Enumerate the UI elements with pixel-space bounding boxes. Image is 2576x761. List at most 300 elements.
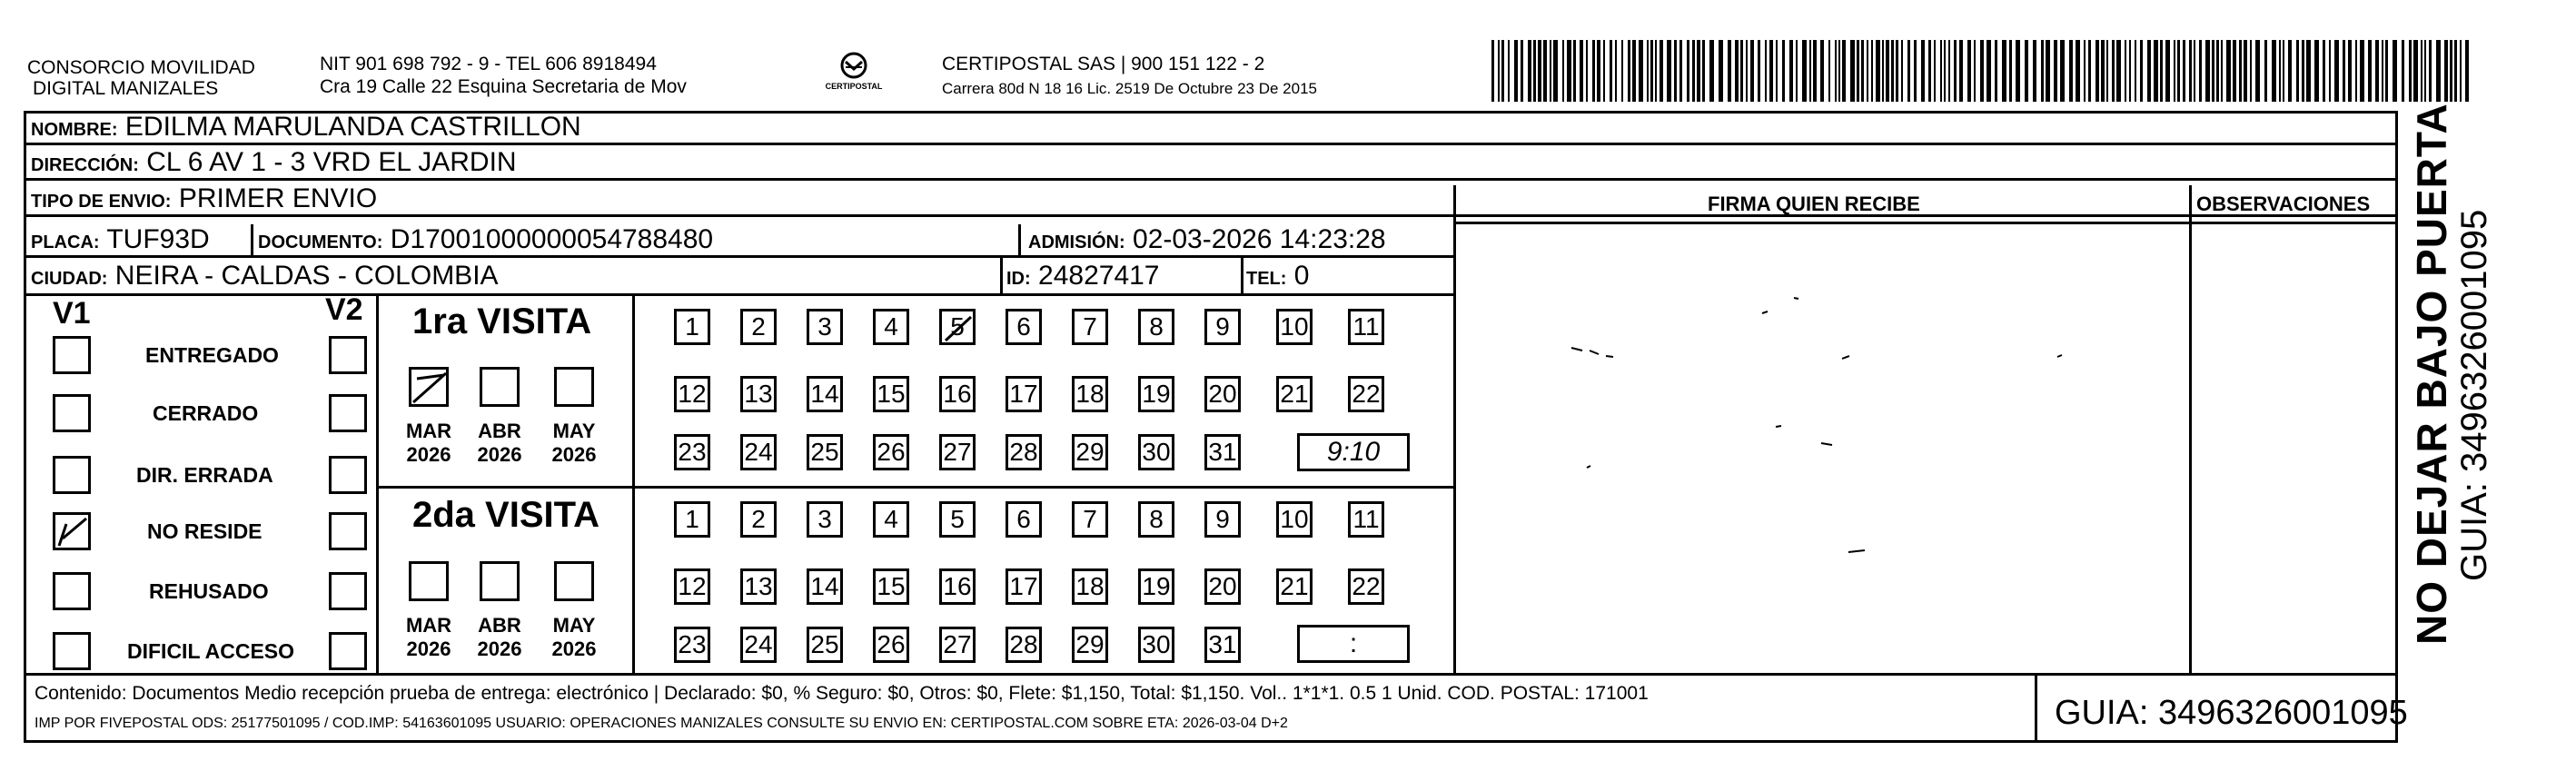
direccion-row <box>31 147 517 181</box>
month-checkbox-mar[interactable] <box>409 561 449 601</box>
barcode-bar <box>1697 40 1700 102</box>
day-box[interactable]: 14 <box>807 568 843 605</box>
day-box[interactable]: 12 <box>674 568 710 605</box>
day-box[interactable]: 1 <box>674 309 710 345</box>
day-box[interactable]: 15 <box>873 376 909 412</box>
tipo-envio-label: TIPO DE ENVIO: <box>31 192 172 212</box>
v2-checkbox[interactable] <box>329 572 367 610</box>
barcode-bar <box>2421 40 2422 102</box>
barcode-bar <box>1735 40 1739 102</box>
day-box[interactable]: 17 <box>1006 376 1042 412</box>
barcode-bar <box>1944 40 1946 102</box>
barcode-bar <box>1746 40 1748 102</box>
barcode-bar <box>2054 40 2057 102</box>
barcode-bar <box>2272 40 2276 102</box>
barcode-bar <box>2216 40 2219 102</box>
company-name-line1: CONSORCIO MOVILIDAD <box>27 57 255 78</box>
barcode-bar <box>2140 40 2143 102</box>
day-box[interactable]: 23 <box>674 434 710 470</box>
day-box[interactable]: 2 <box>740 501 777 538</box>
barcode-bar <box>1655 40 1657 102</box>
tel-label: TEL: <box>1246 269 1287 289</box>
v1-checkbox[interactable] <box>53 394 91 432</box>
day-box[interactable]: 10 <box>1276 501 1313 538</box>
barcode-bar <box>2060 40 2065 102</box>
barcode-bar <box>2009 40 2012 102</box>
tipo-envio-value: PRIMER ENVIO <box>178 183 378 213</box>
barcode-bar <box>2106 40 2108 102</box>
no-dejar-bajo-puerta: NO DEJAR BAJO PUERTA <box>2408 103 2455 645</box>
id-label: ID: <box>1006 269 1031 289</box>
direccion-value: CL 6 AV 1 - 3 VRD EL JARDIN <box>146 147 517 177</box>
barcode-bar <box>2135 40 2136 102</box>
barcode-bar <box>2177 40 2180 102</box>
barcode-bar <box>2125 40 2126 102</box>
barcode-bar <box>2429 40 2432 102</box>
day-box[interactable]: 13 <box>740 376 777 412</box>
month-label: MAY 2026 <box>551 614 597 660</box>
day-box[interactable]: 30 <box>1138 434 1174 470</box>
barcode-bar <box>1650 40 1653 102</box>
barcode-bar <box>2348 40 2352 102</box>
barcode-bar <box>2382 40 2383 102</box>
day-box[interactable]: 26 <box>873 627 909 663</box>
observaciones-header: OBSERVACIONES <box>2196 193 2371 215</box>
barcode-bar <box>2199 40 2202 102</box>
day-box[interactable]: 8 <box>1138 309 1174 345</box>
barcode-bar <box>1980 40 1984 102</box>
day-box[interactable]: 20 <box>1204 376 1241 412</box>
barcode-bar <box>1882 40 1884 102</box>
barcode-bar <box>2239 40 2242 102</box>
barcode-bar <box>2465 40 2469 102</box>
barcode-bar <box>1728 40 1731 102</box>
documento-row <box>258 224 713 258</box>
day-box[interactable]: 6 <box>1006 501 1042 538</box>
day-box[interactable]: 14 <box>807 376 843 412</box>
guia-number: GUIA: 3496326001095 <box>2055 694 2408 732</box>
v2-checkbox[interactable] <box>329 632 367 670</box>
status-label: REHUSADO <box>149 579 269 603</box>
barcode-bar <box>1498 40 1500 102</box>
v1-checkbox[interactable] <box>53 632 91 670</box>
documento-value: D17001000000054788480 <box>390 224 714 254</box>
barcode-bar <box>1586 40 1588 102</box>
barcode-bar <box>2375 40 2379 102</box>
barcode-bar <box>2244 40 2247 102</box>
barcode-bar <box>2314 40 2319 102</box>
day-box[interactable]: 29 <box>1072 434 1108 470</box>
logo-text: CERTIPOSTAL <box>825 82 883 91</box>
first-visit-time[interactable]: 9:10 <box>1297 433 1410 471</box>
day-box[interactable]: 25 <box>807 627 843 663</box>
placa-label: PLACA: <box>31 232 100 252</box>
barcode-bar <box>2233 40 2236 102</box>
day-box[interactable]: 29 <box>1072 627 1108 663</box>
impresion-text: IMP POR FIVEPOSTAL ODS: 25177501095 / COD.IMP: 54163601095 USUARIO: OPERACIONES MANIZALES CONSULTE SU ENVIO EN: CERTIPOSTAL.COM SOBRE ETA: 2026-03-04 D+2 <box>35 716 1288 731</box>
day-box[interactable]: 11 <box>1348 309 1384 345</box>
barcode-bar <box>2183 40 2185 102</box>
barcode-bar <box>2444 40 2448 102</box>
barcode-bar <box>2360 40 2364 102</box>
barcode-bar <box>1828 40 1830 102</box>
barcode-bar <box>1896 40 1898 102</box>
day-box[interactable]: 20 <box>1204 568 1241 605</box>
barcode-bar <box>1959 40 1963 102</box>
barcode-bar <box>1521 40 1523 102</box>
day-box[interactable]: 21 <box>1276 376 1313 412</box>
barcode-bar <box>1632 40 1636 102</box>
courier-license: Carrera 80d N 18 16 Lic. 2519 De Octubre 23 De 2015 <box>942 80 1317 97</box>
direccion-label: DIRECCIÓN: <box>31 155 139 175</box>
v2-header: V2 <box>325 292 363 327</box>
month-label: MAY 2026 <box>551 420 597 466</box>
nombre-value: EDILMA MARULANDA CASTRILLON <box>124 112 581 142</box>
month-checkbox-abr[interactable] <box>480 367 520 407</box>
barcode-bar <box>2450 40 2452 102</box>
barcode-bar <box>1702 40 1705 102</box>
day-box[interactable]: 19 <box>1138 376 1174 412</box>
barcode-bar <box>1940 40 1942 102</box>
barcode-bar <box>2424 40 2426 102</box>
nombre-label: NOMBRE: <box>31 120 118 140</box>
barcode-bar <box>2016 40 2020 102</box>
month-checkbox-may[interactable] <box>554 367 594 407</box>
barcode-bar <box>1835 40 1837 102</box>
v2-checkbox[interactable] <box>329 394 367 432</box>
barcode-bar <box>1580 40 1583 102</box>
certipostal-logo <box>822 47 886 100</box>
barcode-bar <box>1871 40 1873 102</box>
barcode-bar <box>1857 40 1859 102</box>
month-label: MAR 2026 <box>405 420 452 466</box>
day-box[interactable]: 17 <box>1006 568 1042 605</box>
ciudad-value: NEIRA - CALDAS - COLOMBIA <box>114 261 499 291</box>
v2-checkbox[interactable] <box>329 512 367 550</box>
barcode-bar <box>2250 40 2252 102</box>
barcode-bar <box>1838 40 1840 102</box>
barcode-bar <box>1820 40 1824 102</box>
barcode-bar <box>1567 40 1571 102</box>
first-visit-title: 1ra VISITA <box>412 301 592 341</box>
barcode-bar <box>2279 40 2281 102</box>
day-box[interactable]: 12 <box>674 376 710 412</box>
barcode-bar <box>1809 40 1811 102</box>
barcode-bar <box>1674 40 1677 102</box>
day-box[interactable]: 4 <box>873 501 909 538</box>
barcode-bar <box>2147 40 2151 102</box>
barcode-bar <box>2226 40 2231 102</box>
barcode-bar <box>1948 40 1950 102</box>
barcode-bar <box>1615 40 1617 102</box>
barcode-bar <box>2194 40 2195 102</box>
barcode-bar <box>1621 40 1623 102</box>
contenido-text: Contenido: Documentos Medio recepción prueba de entrega: electrónico | Declarado: $0, % Seguro: $0, Otros: $0, Flete: $1,150, Total: $1,150. Vol.. 1*1*1. 0.5 1 Unid. COD. POSTAL: 171001 <box>35 683 1649 704</box>
company-address: Cra 19 Calle 22 Esquina Secretaria de Mov <box>320 76 687 97</box>
barcode-bar <box>1514 40 1518 102</box>
day-box[interactable]: 5 <box>939 501 976 538</box>
observaciones-area[interactable] <box>2198 227 2389 663</box>
barcode-bar <box>1954 40 1957 102</box>
barcode-bar <box>1687 40 1689 102</box>
barcode-bar <box>1914 40 1917 102</box>
barcode-bar <box>1639 40 1643 102</box>
barcode-bar <box>2343 40 2345 102</box>
barcode-bar <box>2069 40 2073 102</box>
admision-label: ADMISIÓN: <box>1028 232 1125 252</box>
ciudad-row <box>31 261 499 294</box>
barcode-bar <box>2402 40 2404 102</box>
barcode-bar <box>1679 40 1682 102</box>
barcode-bar <box>2368 40 2372 102</box>
tipo-envio-row <box>31 183 377 217</box>
barcode-bar <box>1967 40 1971 102</box>
barcode-bar <box>2413 40 2418 102</box>
id-row <box>1006 261 1160 294</box>
barcode-bar <box>1597 40 1600 102</box>
barcode-bar <box>1758 40 1760 102</box>
barcode-bar <box>2160 40 2163 102</box>
day-box[interactable]: 3 <box>807 501 843 538</box>
barcode-bar <box>1769 40 1773 102</box>
day-box[interactable]: 16 <box>939 568 976 605</box>
barcode-bar <box>1667 40 1671 102</box>
barcode-bar <box>1491 40 1494 102</box>
barcode-bar <box>1802 40 1807 102</box>
day-box[interactable]: 31 <box>1204 627 1241 663</box>
day-box[interactable]: 18 <box>1072 376 1108 412</box>
day-box[interactable]: 28 <box>1006 627 1042 663</box>
barcode-bar <box>1562 40 1564 102</box>
side-guia: GUIA: 3496326001095 <box>2454 209 2494 581</box>
barcode-bar <box>2323 40 2325 102</box>
placa-row <box>31 224 210 258</box>
barcode-bar <box>2329 40 2331 102</box>
month-label: MAR 2026 <box>405 614 452 660</box>
day-box[interactable]: 11 <box>1348 501 1384 538</box>
day-box[interactable]: 15 <box>873 568 909 605</box>
id-value: 24827417 <box>1038 261 1160 291</box>
second-visit-time[interactable]: : <box>1297 625 1410 663</box>
barcode-bar <box>2033 40 2036 102</box>
barcode-bar <box>1508 40 1510 102</box>
barcode-bar <box>2112 40 2115 102</box>
month-checkbox-abr[interactable] <box>480 561 520 601</box>
barcode-bar <box>1842 40 1846 102</box>
barcode-bar <box>2306 40 2311 102</box>
day-box[interactable]: 9 <box>1204 309 1241 345</box>
day-box[interactable]: 27 <box>939 434 976 470</box>
barcode-bar <box>2165 40 2170 102</box>
barcode-bar <box>2334 40 2339 102</box>
barcode-bar <box>1765 40 1767 102</box>
firma-header: FIRMA QUIEN RECIBE <box>1708 193 1920 215</box>
nombre-row <box>31 112 581 145</box>
placa-value: TUF93D <box>106 224 210 254</box>
v1-header: V1 <box>53 296 91 331</box>
barcode-bar <box>1750 40 1754 102</box>
barcode-bar <box>1533 40 1536 102</box>
day-box[interactable]: 23 <box>674 627 710 663</box>
barcode-bar <box>1719 40 1723 102</box>
status-label: CERRADO <box>153 401 259 425</box>
day-box[interactable]: 13 <box>740 568 777 605</box>
day-box[interactable]: 18 <box>1072 568 1108 605</box>
barcode-bar <box>2095 40 2099 102</box>
barcode-bar <box>1538 40 1541 102</box>
barcode-bar <box>2302 40 2304 102</box>
v2-checkbox[interactable] <box>329 336 367 374</box>
day-box[interactable]: 7 <box>1072 501 1108 538</box>
barcode-bar <box>1907 40 1910 102</box>
barcode-bar <box>1813 40 1817 102</box>
day-box[interactable]: 27 <box>939 627 976 663</box>
day-box[interactable]: 30 <box>1138 627 1174 663</box>
day-box[interactable]: 24 <box>740 627 777 663</box>
month-label: ABR 2026 <box>477 420 522 466</box>
barcode-bar <box>1603 40 1605 102</box>
barcode-bar <box>2154 40 2158 102</box>
documento-label: DOCUMENTO: <box>258 232 383 252</box>
barcode-bar <box>1782 40 1785 102</box>
barcode-bar <box>1876 40 1880 102</box>
barcode-bar <box>1891 40 1894 102</box>
barcode-bar <box>2046 40 2050 102</box>
barcode-bar <box>1628 40 1630 102</box>
day-box[interactable]: 26 <box>873 434 909 470</box>
v2-checkbox[interactable] <box>329 456 367 494</box>
barcode-bar <box>2088 40 2091 102</box>
day-box[interactable]: 10 <box>1276 309 1313 345</box>
barcode-bar <box>1850 40 1855 102</box>
barcode-bar <box>2296 40 2299 102</box>
barcode-bar <box>2116 40 2121 102</box>
barcode-bar <box>1692 40 1695 102</box>
day-box[interactable]: 2 <box>740 309 777 345</box>
barcode-bar <box>2436 40 2441 102</box>
barcode-bar <box>1550 40 1551 102</box>
barcode-bar <box>2101 40 2105 102</box>
admision-value: 02-03-2026 14:23:28 <box>1133 224 1386 254</box>
barcode-bar <box>2288 40 2292 102</box>
company-nit: NIT 901 698 792 - 9 - TEL 606 8918494 <box>320 54 657 74</box>
barcode-bar <box>1776 40 1778 102</box>
barcode-bar <box>1553 40 1558 102</box>
barcode-bar <box>2041 40 2044 102</box>
month-checkbox-mar[interactable] <box>409 367 449 407</box>
barcode-bar <box>1740 40 1743 102</box>
barcode-bar <box>1796 40 1798 102</box>
barcode-bar <box>1995 40 1997 102</box>
barcode-bar <box>2393 40 2397 102</box>
status-label: ENTREGADO <box>145 343 279 367</box>
barcode-bar <box>2025 40 2028 102</box>
barcode-bar <box>2212 40 2214 102</box>
barcode-bar <box>1573 40 1576 102</box>
day-box[interactable]: 22 <box>1348 568 1384 605</box>
day-box[interactable]: 7 <box>1072 309 1108 345</box>
barcode-bar <box>1986 40 1991 102</box>
barcode-bar <box>2355 40 2357 102</box>
barcode-bar <box>2264 40 2267 102</box>
barcode-bar <box>2460 40 2462 102</box>
day-box[interactable]: 19 <box>1138 568 1174 605</box>
barcode-bar <box>2076 40 2080 102</box>
day-box[interactable]: 1 <box>674 501 710 538</box>
barcode-bar <box>1867 40 1868 102</box>
day-box[interactable]: 16 <box>939 376 976 412</box>
signature-area[interactable] <box>1462 227 2180 663</box>
second-visit-title: 2da VISITA <box>412 495 599 535</box>
barcode-bar <box>2174 40 2175 102</box>
barcode-bar <box>2205 40 2210 102</box>
admision-row <box>1028 224 1386 258</box>
barcode-bar <box>2129 40 2131 102</box>
barcode-bar <box>1921 40 1925 102</box>
day-box[interactable]: 5 <box>939 309 976 345</box>
barcode-bar <box>1610 40 1612 102</box>
v1-checkbox[interactable] <box>53 336 91 374</box>
v1-checkbox[interactable] <box>53 456 91 494</box>
barcode-bar <box>1789 40 1793 102</box>
day-box[interactable]: 6 <box>1006 309 1042 345</box>
barcode-bar <box>2385 40 2388 102</box>
v1-checkbox[interactable] <box>53 572 91 610</box>
barcode-bar <box>2221 40 2223 102</box>
day-box[interactable]: 28 <box>1006 434 1042 470</box>
day-box[interactable]: 3 <box>807 309 843 345</box>
barcode-bar <box>2002 40 2006 102</box>
day-box[interactable]: 24 <box>740 434 777 470</box>
day-box[interactable]: 31 <box>1204 434 1241 470</box>
barcode-bar <box>2255 40 2260 102</box>
day-box[interactable]: 21 <box>1276 568 1313 605</box>
barcode-bar <box>1901 40 1903 102</box>
barcode-bar <box>2454 40 2457 102</box>
barcode-bar <box>2189 40 2192 102</box>
barcode-bar <box>2409 40 2412 102</box>
barcode <box>1491 40 2476 102</box>
barcode-bar <box>1528 40 1531 102</box>
month-checkbox-may[interactable] <box>554 561 594 601</box>
day-box[interactable]: 25 <box>807 434 843 470</box>
barcode-bar <box>2283 40 2284 102</box>
barcode-bar <box>1928 40 1931 102</box>
barcode-bar <box>1501 40 1504 102</box>
barcode-bar <box>2084 40 2086 102</box>
barcode-bar <box>1974 40 1976 102</box>
barcode-bar <box>1886 40 1889 102</box>
status-label: DIFICIL ACCESO <box>127 639 295 663</box>
barcode-bar <box>1709 40 1714 102</box>
barcode-bar <box>1592 40 1595 102</box>
ciudad-label: CIUDAD: <box>31 269 108 289</box>
barcode-bar <box>1660 40 1663 102</box>
day-box[interactable]: 9 <box>1204 501 1241 538</box>
day-box[interactable]: 8 <box>1138 501 1174 538</box>
day-box[interactable]: 22 <box>1348 376 1384 412</box>
company-name-line2: DIGITAL MANIZALES <box>33 78 219 99</box>
month-label: ABR 2026 <box>477 614 522 660</box>
status-label: DIR. ERRADA <box>136 463 273 487</box>
tel-row <box>1246 261 1309 294</box>
barcode-bar <box>1861 40 1864 102</box>
day-box[interactable]: 4 <box>873 309 909 345</box>
barcode-bar <box>1543 40 1547 102</box>
v1-checkbox[interactable] <box>53 512 91 550</box>
barcode-bar <box>1934 40 1936 102</box>
status-label: NO RESIDE <box>147 519 263 543</box>
